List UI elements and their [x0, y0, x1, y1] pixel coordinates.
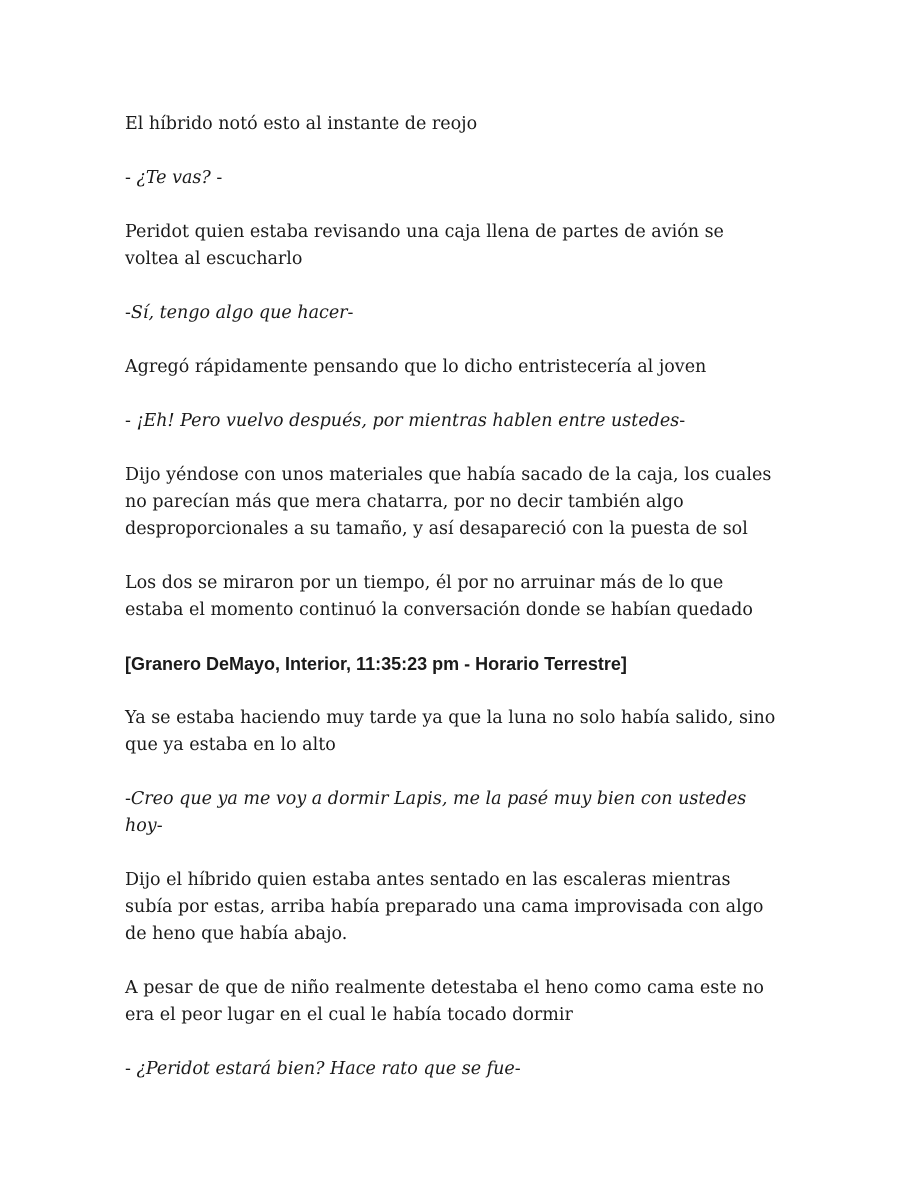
narration-paragraph: Dijo yéndose con unos materiales que había sacado de la caja, los cuales no parecían más que mera chatarra, por no decir también algo desproporcionales a su tamaño, y así desapareció con la puesta de sol	[125, 465, 772, 539]
narration-paragraph: Los dos se miraron por un tiempo, él por no arruinar más de lo que estaba el momento continuó la conversación donde se habían quedado	[125, 573, 753, 620]
dialogue-line: - ¿Te vas? -	[125, 168, 223, 188]
narration-paragraph: Ya se estaba haciendo muy tarde ya que la luna no solo había salido, sino que ya estaba en lo alto	[125, 708, 776, 755]
dialogue-line: - ¡Eh! Pero vuelvo después, por mientras hablen entre ustedes-	[125, 411, 686, 431]
dialogue-line: -Sí, tengo algo que hacer-	[125, 303, 354, 323]
narration-paragraph: A pesar de que de niño realmente detestaba el heno como cama este no era el peor lugar en el cual le había tocado dormir	[125, 978, 764, 1025]
story-text	[125, 111, 780, 1110]
narration-paragraph: Dijo el híbrido quien estaba antes sentado en las escaleras mientras subía por estas, arriba había preparado una cama improvisada con algo de heno que había abajo.	[125, 870, 764, 944]
scene-heading: [Granero DeMayo, Interior, 11:35:23 pm - Horario Terrestre]	[125, 654, 627, 674]
narration-paragraph: Peridot quien estaba revisando una caja llena de partes de avión se voltea al escucharlo	[125, 222, 724, 269]
narration-paragraph: Agregó rápidamente pensando que lo dicho entristecería al joven	[125, 357, 707, 377]
narration-paragraph: El híbrido notó esto al instante de reojo	[125, 114, 478, 134]
dialogue-line: -Creo que ya me voy a dormir Lapis, me la pasé muy bien con ustedes hoy-	[125, 789, 747, 836]
dialogue-line: - ¿Peridot estará bien? Hace rato que se fue-	[125, 1059, 521, 1079]
